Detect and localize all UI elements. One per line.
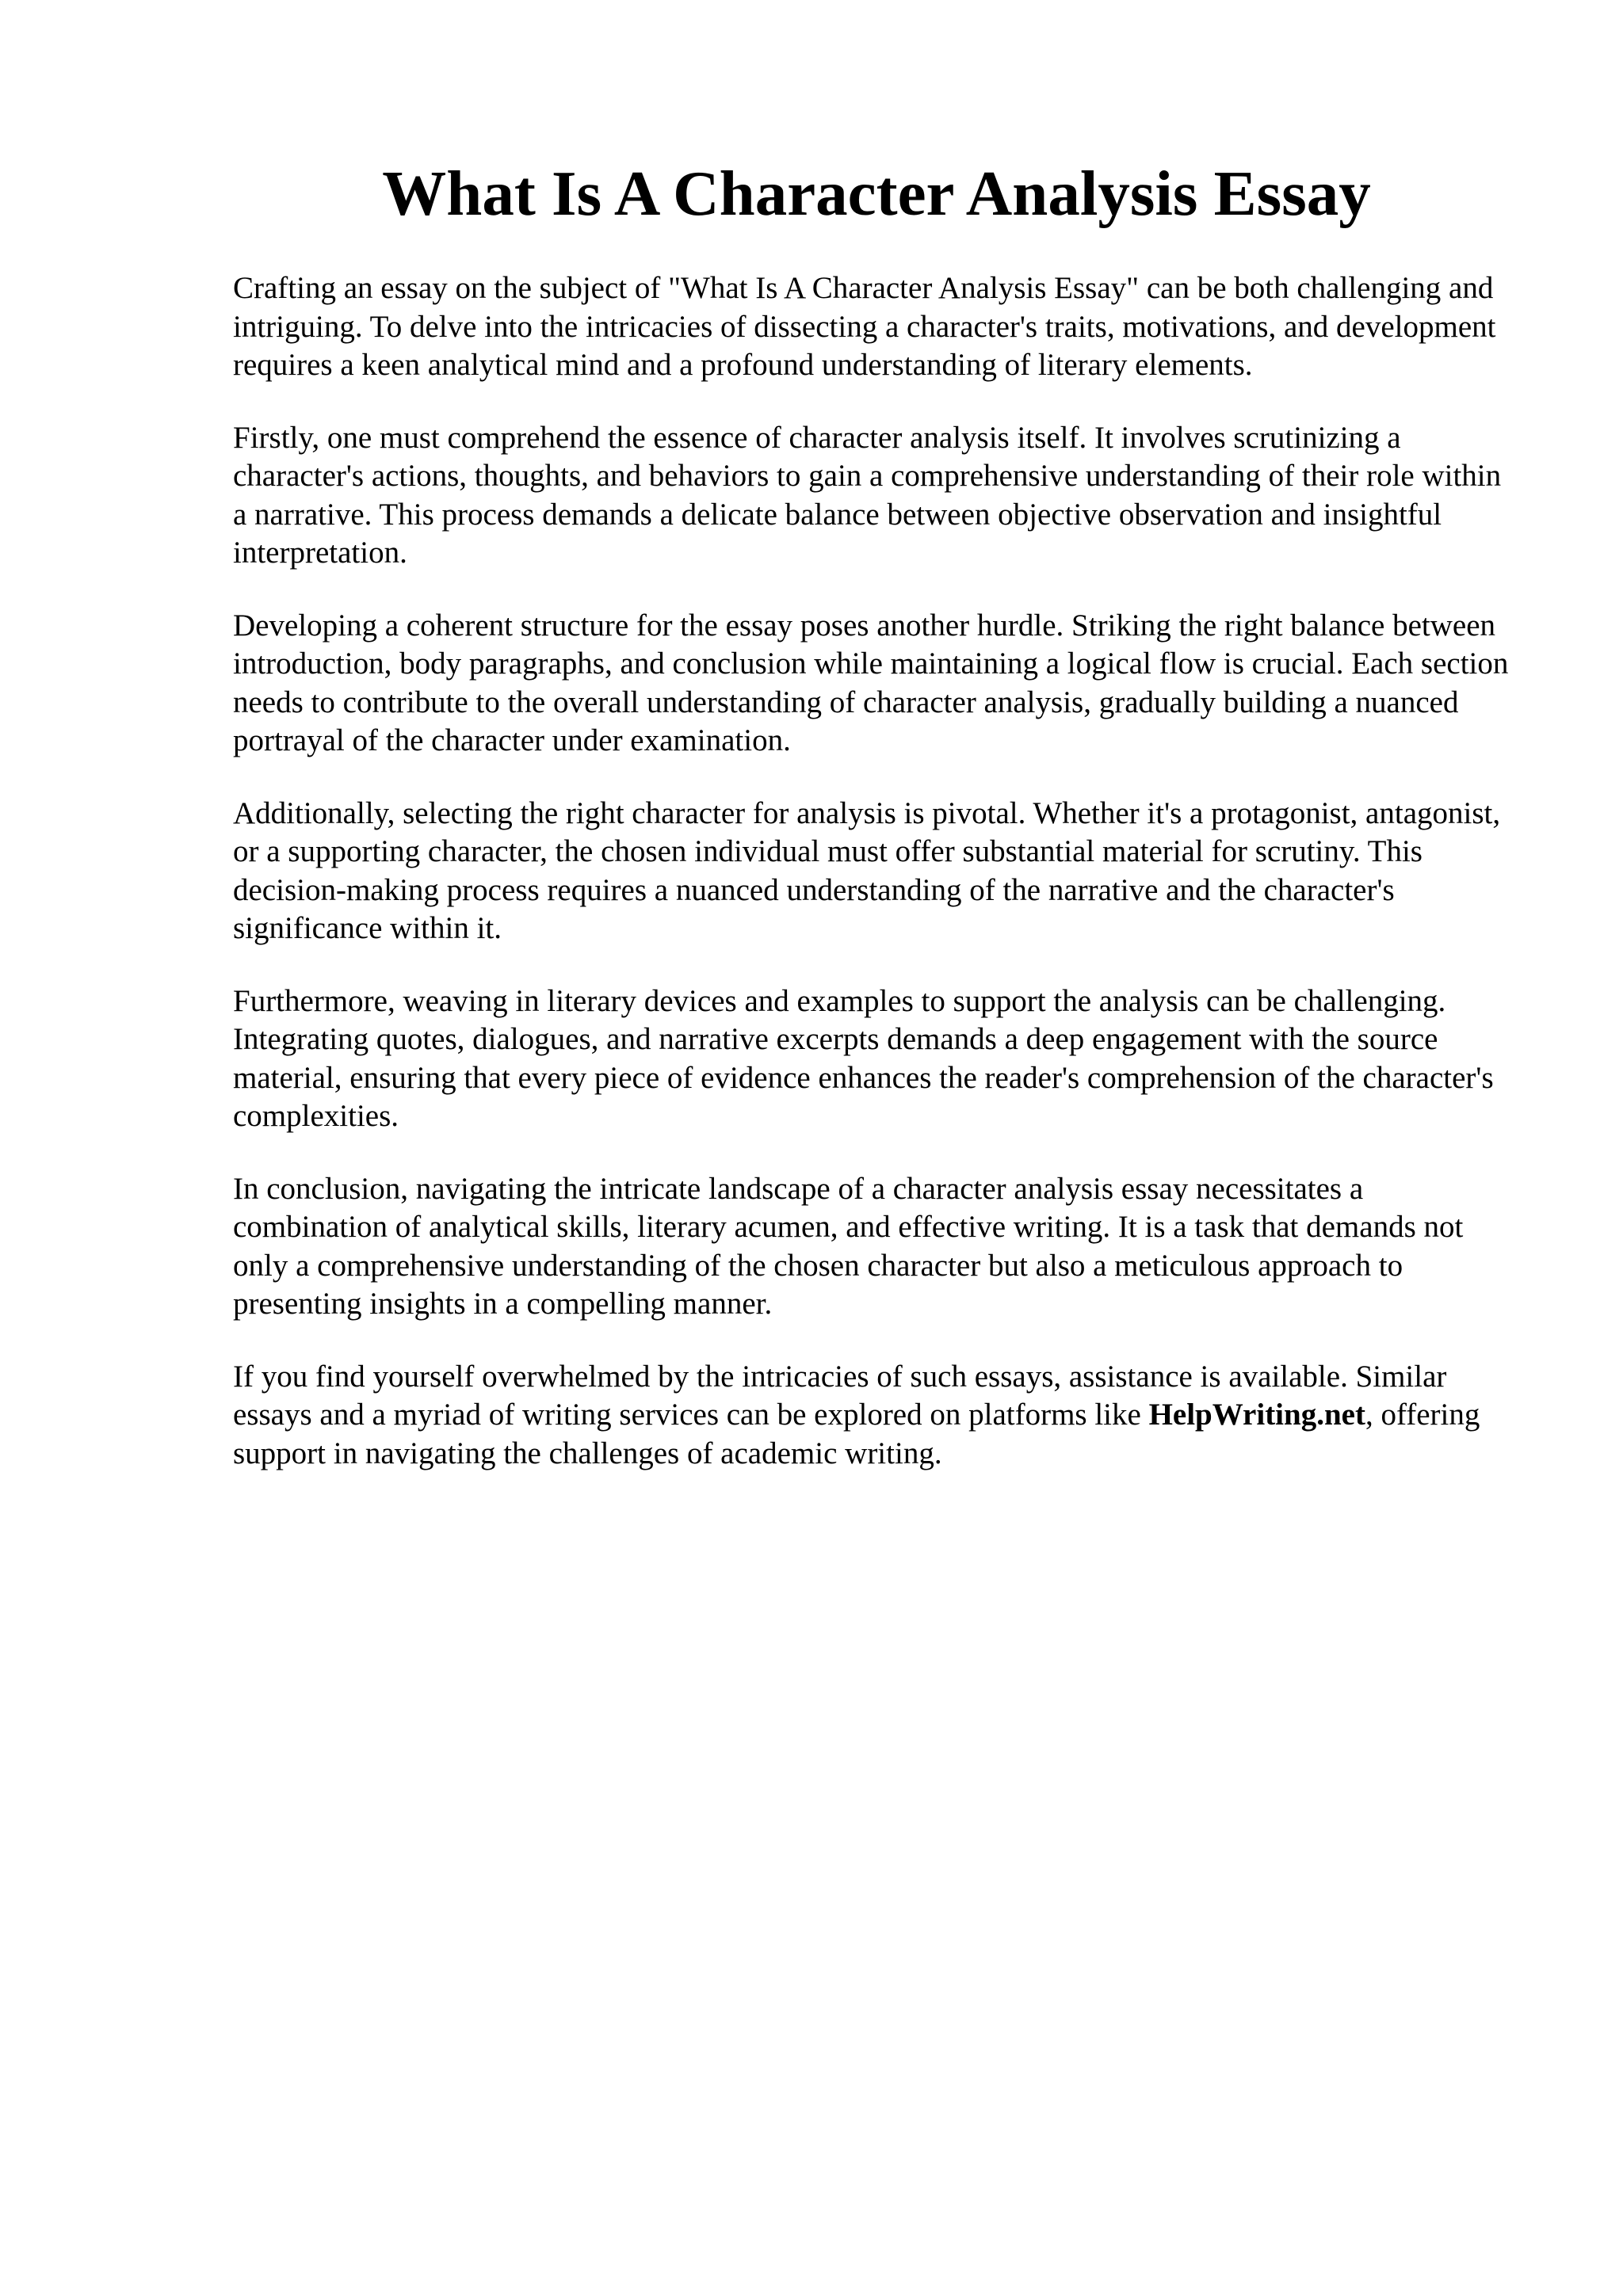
- paragraph-devices: Furthermore, weaving in literary devices and examples to support the analysis can be challenging. Integrating quotes, dialogues, and narrative excerpts demands a deep engagement with the source material, ensuring that every piece of evidence enhances the reader's comprehension of the character's complexities.: [233, 983, 1494, 1133]
- closing-text-after: , offering support in navigating the challenges of academic writing.: [233, 1398, 1480, 1470]
- closing-text-before: If you find yourself overwhelmed by the intricacies of such essays, assistance is available. Similar essays and a myriad of writing services can be explored on platforms like: [233, 1359, 1447, 1432]
- essay-body: [233, 269, 1521, 1507]
- paragraph-intro: Crafting an essay on the subject of "What Is A Character Analysis Essay" can be both challenging and intriguing. To delve into the intricacies of dissecting a character's traits, motivations, and development requires a keen analytical mind and a profound understanding of literary elements.: [233, 271, 1496, 382]
- paragraph-essence: Firstly, one must comprehend the essence of character analysis itself. It involves scrutinizing a character's actions, thoughts, and behaviors to gain a comprehensive understanding of their role within a narrative. This process demands a delicate balance between objective observation and insightful interpretation.: [233, 420, 1502, 570]
- brand-name: HelpWriting.net: [1148, 1398, 1365, 1432]
- paragraph-conclusion: In conclusion, navigating the intricate landscape of a character analysis essay necessitates a combination of analytical skills, literary acumen, and effective writing. It is a task that demands not only a comprehensive understanding of the chosen character but also a meticulous approach to presenting insights in a compelling manner.: [233, 1171, 1464, 1321]
- page-title: [0, 149, 1623, 238]
- paragraph-selection: Additionally, selecting the right character for analysis is pivotal. Whether it's a protagonist, antagonist, or a supporting character, the chosen individual must offer substantial material for scrutiny. This decision-making process requires a nuanced understanding of the narrative and the character's significance within it.: [233, 795, 1501, 945]
- paragraph-structure: Developing a coherent structure for the essay poses another hurdle. Striking the right balance between introduction, body paragraphs, and conclusion while maintaining a logical flow is crucial. Each section needs to contribute to the overall understanding of character analysis, gradually building a nuanced portrayal of the character under examination.: [233, 608, 1509, 757]
- page-title-text: What Is A Character Analysis Essay: [382, 158, 1371, 229]
- paragraph-closing: [233, 1358, 1521, 1474]
